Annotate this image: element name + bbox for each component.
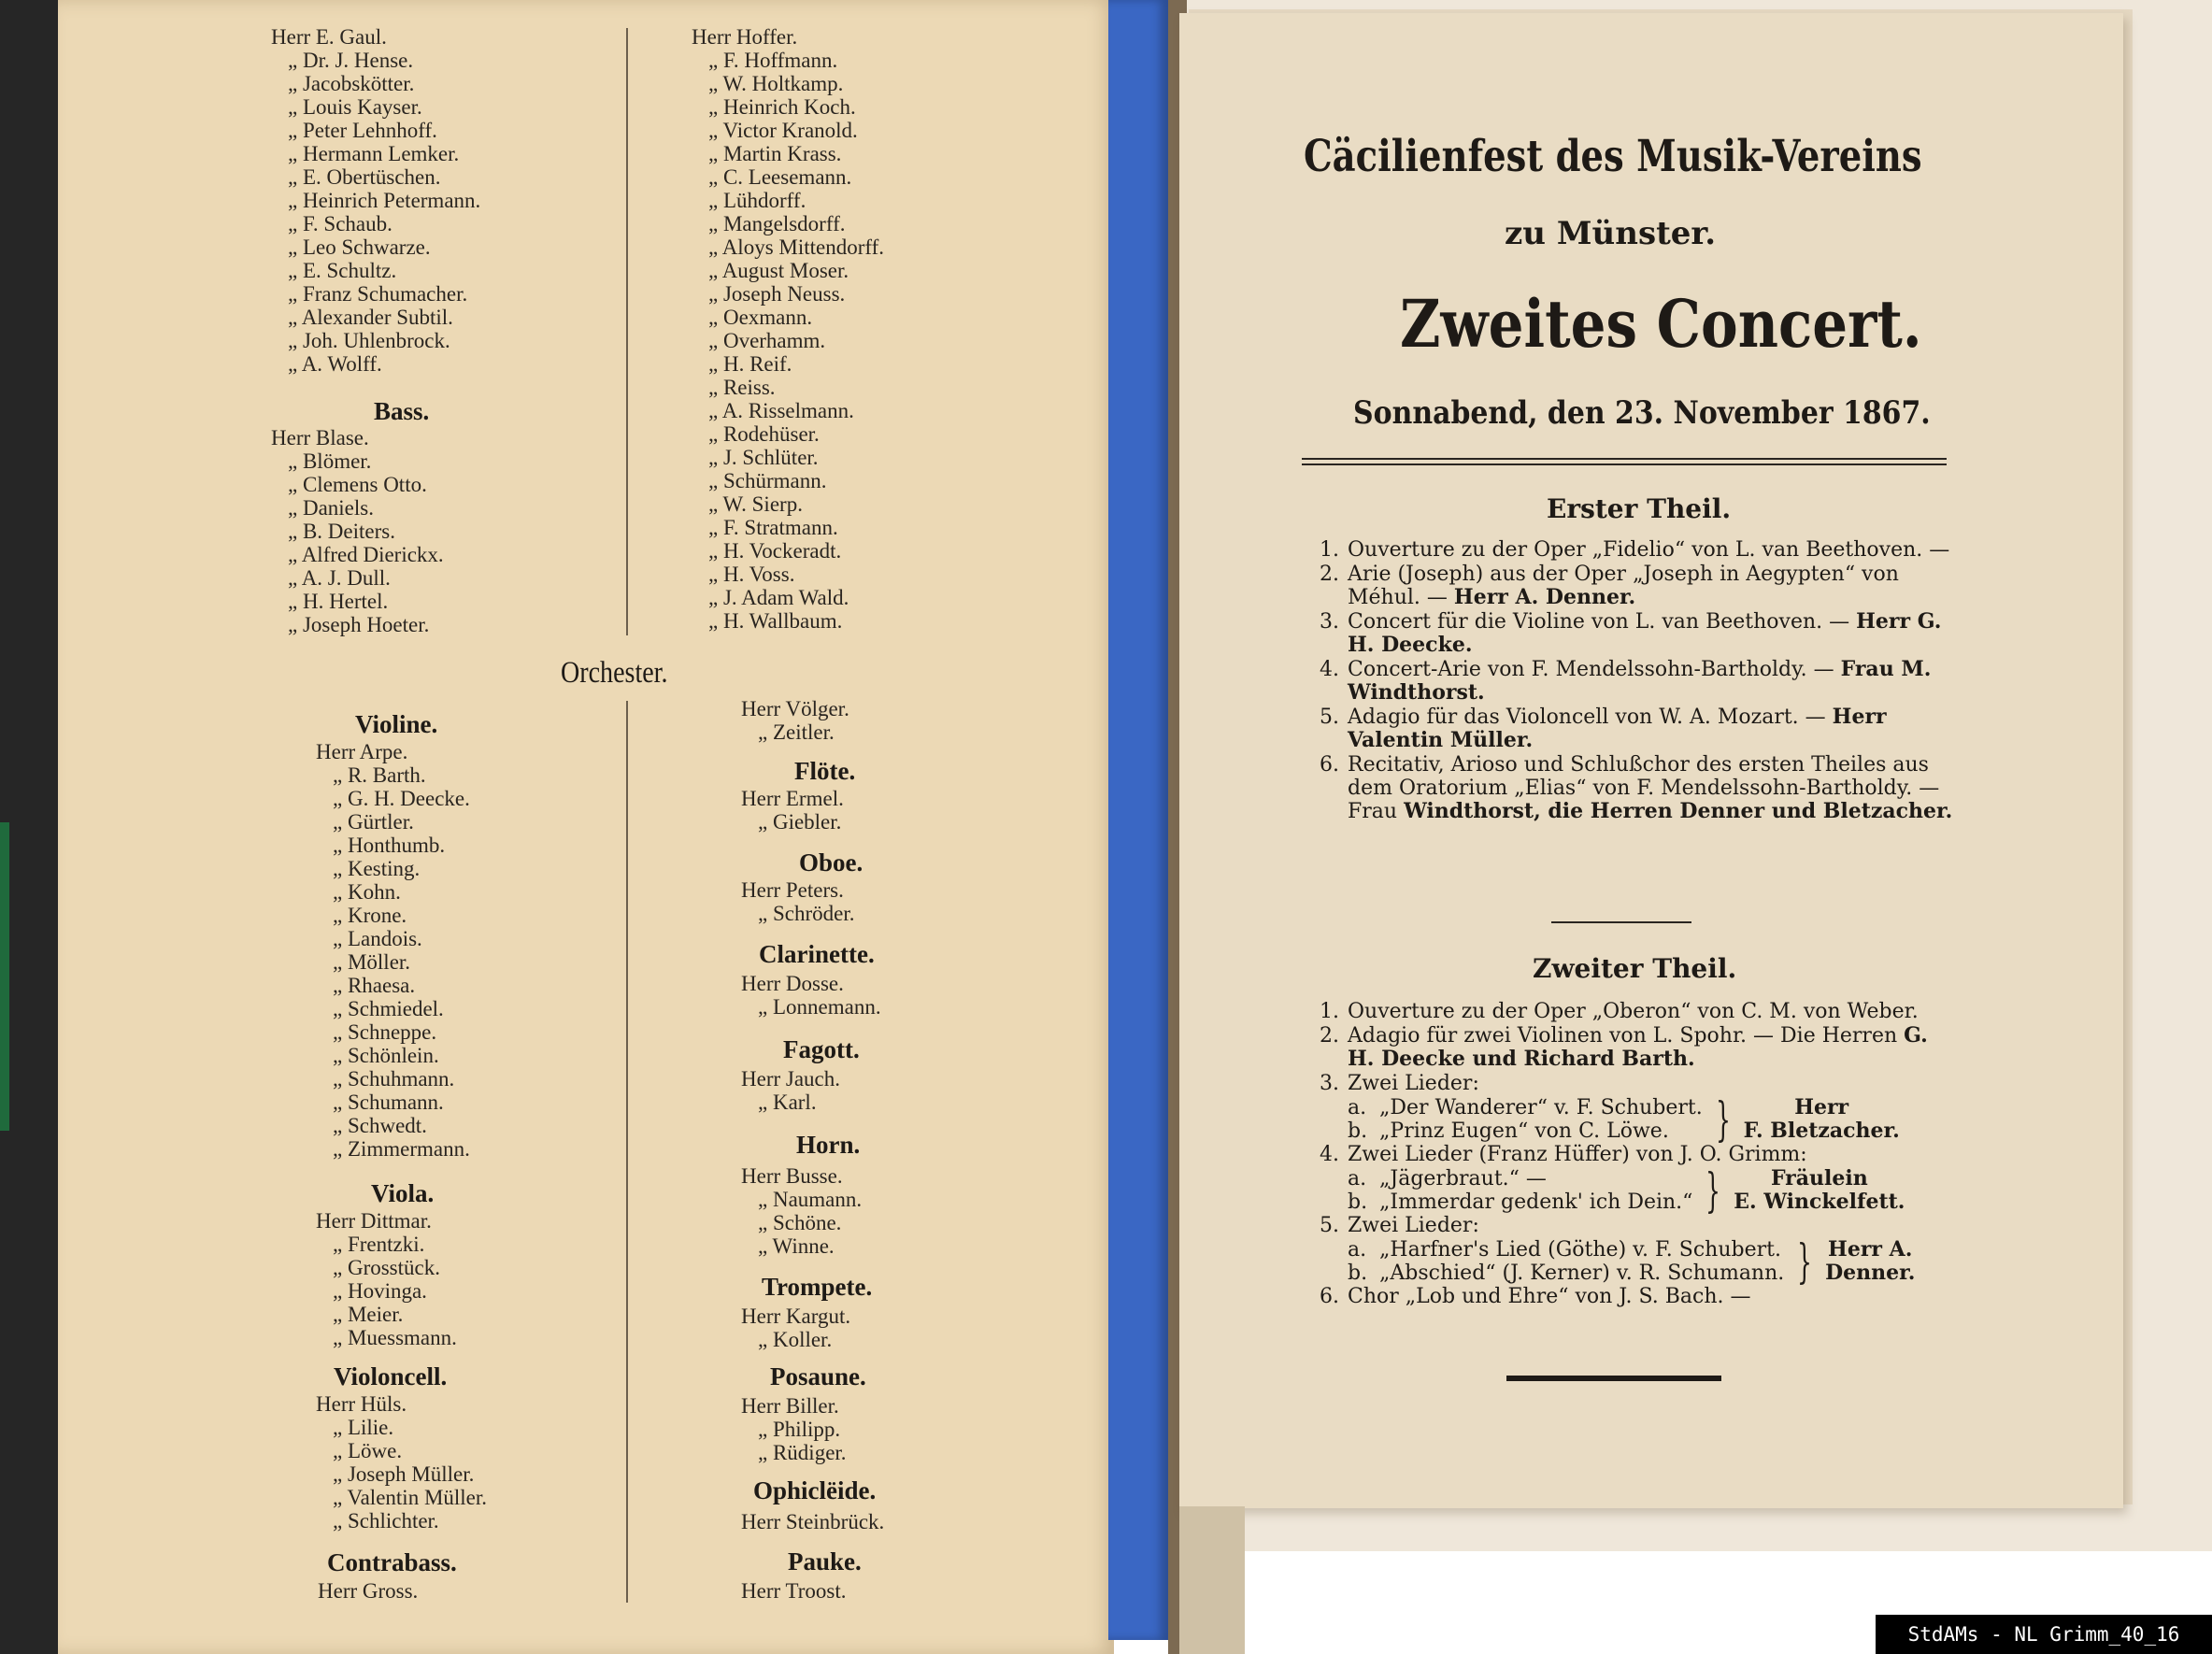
name-entry: Herr Kargut. [741, 1305, 851, 1328]
name-entry: „ Joseph Müller. [333, 1462, 475, 1486]
name-entry: „ Lilie. [333, 1416, 394, 1439]
name-entry: „ Franz Schumacher. [288, 282, 468, 306]
end-rule [1506, 1376, 1721, 1381]
brace: } [1715, 1092, 1731, 1147]
part2-item-3: 3. Zwei Lieder: [1320, 1072, 1479, 1095]
name-entry: „ Möller. [333, 950, 411, 974]
voice-list-col2 [692, 25, 884, 633]
clarinette-list [741, 972, 881, 1019]
orchester-heading: Orchester. [561, 656, 668, 690]
fagott-heading: Fagott. [783, 1035, 860, 1063]
name-entry: „ W. Sierp. [708, 492, 803, 516]
name-entry: „ Hovinga. [333, 1279, 427, 1303]
item3-performer: Herr F. Bletzacher. [1743, 1095, 1900, 1143]
festival-title: Cäcilienfest des Musik-Vereins [1304, 131, 1922, 182]
part1-item-3: 3. Concert für die Violine von L. van Beethoven. — Herr G. H. Deecke. [1320, 609, 1942, 657]
part1-heading: Erster Theil. [1547, 493, 1732, 524]
horn-list [741, 1164, 862, 1258]
name-entry: Herr Dittmar. [316, 1209, 432, 1233]
name-entry: „ Lühdorff. [708, 189, 806, 212]
name-entry: „ Schwedt. [333, 1114, 427, 1137]
trompete-list [741, 1305, 850, 1351]
part1-item-5: 5. Adagio für das Violoncell von W. A. Mozart. — Herr Valentin Müller. [1320, 705, 1887, 752]
name-entry: „ Schönlein. [333, 1044, 439, 1067]
item4-performer: Fräulein E. Winckelfett. [1734, 1166, 1905, 1214]
pauke-heading: Pauke. [788, 1547, 862, 1576]
name-entry: Herr Blase. [271, 426, 369, 449]
name-entry: „ H. Voss. [708, 563, 795, 586]
item5-performer: Herr A. Denner. [1825, 1237, 1916, 1285]
violine-heading: Violine. [355, 710, 438, 738]
tenor-list-col1 [271, 25, 480, 376]
part2-item-4: 4. Zwei Lieder (Franz Hüffer) von J. O. Grimm: [1320, 1143, 1807, 1166]
name-entry: „ Löwe. [333, 1439, 403, 1462]
name-entry: „ F. Hoffmann. [708, 49, 838, 72]
name-entry: „ Louis Kayser. [288, 95, 422, 119]
bass-list [271, 426, 444, 636]
posaune-heading: Posaune. [770, 1362, 866, 1390]
bass-heading: Bass. [374, 397, 430, 425]
part2-item-6: 6. Chor „Lob und Ehre“ von J. S. Bach. — [1320, 1285, 1751, 1308]
part1-programme [1320, 538, 1955, 824]
name-entry: „ E. Obertüschen. [288, 165, 441, 189]
name-entry: „ Martin Krass. [708, 142, 842, 165]
festival-subtitle: zu Münster. [1505, 215, 1717, 252]
name-entry: „ C. Leesemann. [708, 165, 852, 189]
ophicleide-list [741, 1510, 884, 1533]
name-entry: „ Zimmermann. [333, 1137, 470, 1161]
part1-item-2: 2. Arie (Joseph) aus der Oper „Joseph in Aegypten“ von Méhul. — Herr A. Denner. [1320, 563, 1899, 609]
name-entry: Herr Troost. [741, 1579, 847, 1603]
name-entry: „ Schröder. [758, 902, 855, 925]
column-divider-top [626, 28, 628, 635]
name-entry: „ Joh. Uhlenbrock. [288, 329, 450, 352]
name-entry: Herr Jauch. [741, 1067, 841, 1091]
archive-label: StdAMs - NL Grimm_40_16 [1876, 1615, 2212, 1654]
orchestra-col2-list [741, 697, 849, 744]
part2-heading: Zweiter Theil. [1533, 953, 1737, 984]
column-divider-bottom [626, 701, 628, 1603]
concert-date: Sonnabend, den 23. November 1867. [1353, 394, 1931, 432]
name-entry: Herr Biller. [741, 1394, 839, 1418]
part2-item-2: 2. Adagio für zwei Violinen von L. Spohr. — Die Herren G. H. Deecke und Richard Barth. [1320, 1023, 1928, 1071]
viola-list [316, 1209, 457, 1349]
spine-green-edge [0, 822, 9, 1131]
name-entry: „ Hermann Lemker. [288, 142, 460, 165]
name-entry: „ Honthumb. [333, 834, 446, 857]
trompete-heading: Trompete. [762, 1273, 873, 1301]
name-entry: „ E. Schultz. [288, 259, 397, 282]
name-entry: „ Daniels. [288, 496, 374, 520]
name-entry: „ Rhaesa. [333, 974, 416, 997]
part2-item-5: 5. Zwei Lieder: [1320, 1214, 1479, 1237]
oboe-list [741, 878, 854, 925]
name-entry: „ Meier. [333, 1303, 404, 1326]
name-entry: „ Alfred Dierickx. [288, 543, 444, 566]
name-entry: „ A. Wolff. [288, 352, 382, 376]
name-entry: „ Schürmann. [708, 469, 827, 492]
name-entry: „ Rüdiger. [758, 1441, 847, 1464]
torn-page-strip [1179, 1506, 1245, 1654]
name-entry: „ Rodehüser. [708, 422, 820, 446]
part1-item-1: 1. Ouverture zu der Oper „Fidelio“ von L. van Beethoven. — [1320, 538, 1950, 562]
name-entry: Herr Hoffer. [692, 25, 798, 49]
name-entry: Herr E. Gaul. [271, 25, 387, 49]
name-entry: „ Reiss. [708, 376, 776, 399]
name-entry: „ Winne. [758, 1234, 835, 1258]
part1-item-4: 4. Concert-Arie von F. Mendelssohn-Bartholdy. — Frau M. Windthorst. [1320, 657, 1932, 705]
name-entry: „ Schöne. [758, 1211, 842, 1234]
name-entry: „ Muessmann. [333, 1326, 457, 1349]
name-entry: „ F. Schaub. [288, 212, 392, 235]
name-entry: „ H. Hertel. [288, 590, 389, 613]
left-page [58, 0, 1114, 1654]
name-entry: „ Schneppe. [333, 1020, 437, 1044]
violine-list [316, 740, 470, 1161]
part2-item-4-songs: a. „Jägerbraut.“ — b. „Immerdar gedenk' ich Dein.“ } Fräulein E. Winckelfett. [1348, 1163, 1905, 1218]
name-entry: „ Zeitler. [758, 720, 835, 744]
ophicleide-heading: Ophiclëide. [753, 1476, 877, 1504]
name-entry: „ H. Wallbaum. [708, 609, 843, 633]
name-entry: „ Heinrich Petermann. [288, 189, 481, 212]
name-entry: „ J. Adam Wald. [708, 586, 849, 609]
name-entry: „ Heinrich Koch. [708, 95, 856, 119]
brace: } [1797, 1234, 1813, 1289]
name-entry: „ August Moser. [708, 259, 849, 282]
name-entry: Herr Völger. [741, 697, 849, 720]
name-entry: „ Dr. J. Hense. [288, 49, 414, 72]
name-entry: „ A. Risselmann. [708, 399, 854, 422]
name-entry: „ Oexmann. [708, 306, 813, 329]
name-entry: „ Naumann. [758, 1188, 863, 1211]
name-entry: „ Giebler. [758, 810, 842, 834]
name-entry: Herr Hüls. [316, 1392, 407, 1416]
contrabass-heading: Contrabass. [327, 1548, 457, 1576]
name-entry: „ Victor Kranold. [708, 119, 858, 142]
name-entry: „ Valentin Müller. [333, 1486, 488, 1509]
part2-item-3-songs: a. „Der Wanderer“ v. F. Schubert. b. „Prinz Eugen“ von C. Löwe. } Herr F. Bletzacher. [1348, 1092, 1900, 1147]
posaune-list [741, 1394, 847, 1464]
name-entry: „ Blömer. [288, 449, 372, 473]
name-entry: „ Alexander Subtil. [288, 306, 453, 329]
name-entry: „ B. Deiters. [288, 520, 395, 543]
name-entry: „ Joseph Neuss. [708, 282, 846, 306]
name-entry: „ A. J. Dull. [288, 566, 391, 590]
name-entry: „ H. Reif. [708, 352, 792, 376]
horn-heading: Horn. [796, 1131, 861, 1159]
viola-heading: Viola. [371, 1179, 435, 1207]
name-entry: Herr Steinbrück. [741, 1510, 885, 1533]
name-entry: Herr Peters. [741, 878, 844, 902]
violoncell-heading: Violoncell. [334, 1362, 448, 1390]
name-entry: „ Koller. [758, 1328, 833, 1351]
contrabass-list [318, 1579, 418, 1603]
name-entry: „ Karl. [758, 1091, 817, 1114]
name-entry: „ Krone. [333, 904, 407, 927]
name-entry: „ Schmiedel. [333, 997, 444, 1020]
fagott-list [741, 1067, 840, 1114]
name-entry: „ Schlichter. [333, 1509, 439, 1533]
name-entry: „ Aloys Mittendorff. [708, 235, 885, 259]
part2-item-5-songs: a. „Harfner's Lied (Göthe) v. F. Schubert. b. „Abschied“ (J. Kerner) v. R. Schumann. } Herr A. Denner. [1348, 1234, 1916, 1289]
section-rule [1551, 921, 1691, 923]
name-entry: „ Leo Schwarze. [288, 235, 431, 259]
floete-list [741, 787, 844, 834]
name-entry: Herr Busse. [741, 1164, 843, 1188]
name-entry: „ Mangelsdorff. [708, 212, 846, 235]
name-entry: „ F. Stratmann. [708, 516, 838, 539]
name-entry: Herr Gross. [318, 1579, 419, 1603]
double-rule [1302, 458, 1947, 465]
name-entry: „ G. H. Deecke. [333, 787, 470, 810]
name-entry: „ Overhamm. [708, 329, 826, 352]
name-entry: „ Frentzki. [333, 1233, 425, 1256]
violoncell-list [316, 1392, 487, 1533]
part2-item-1: 1. Ouverture zu der Oper „Oberon“ von C. M. von Weber. [1320, 1000, 1919, 1023]
floete-heading: Flöte. [794, 757, 856, 785]
name-entry: „ Joseph Hoeter. [288, 613, 430, 636]
clarinette-heading: Clarinette. [759, 940, 875, 968]
concert-title: Zweites Concert. [1400, 285, 1922, 363]
name-entry: „ Schuhmann. [333, 1067, 455, 1091]
name-entry: Herr Arpe. [316, 740, 408, 763]
part2-programme [1320, 1000, 1955, 1309]
name-entry: Herr Dosse. [741, 972, 844, 995]
name-entry: „ Gürtler. [333, 810, 414, 834]
name-entry: „ Kesting. [333, 857, 421, 880]
name-entry: „ Grosstück. [333, 1256, 440, 1279]
oboe-heading: Oboe. [799, 848, 863, 877]
name-entry: „ Lonnemann. [758, 995, 881, 1019]
name-entry: „ Clemens Otto. [288, 473, 427, 496]
name-entry: „ J. Schlüter. [708, 446, 819, 469]
name-entry: „ W. Holtkamp. [708, 72, 844, 95]
name-entry: „ Jacobskötter. [288, 72, 415, 95]
part1-item-6: 6. Recitativ, Arioso und Schlußchor des ersten Theiles aus dem Oratorium „Elias“ von F. Mendelssohn-Bartholdy. — Frau Windthorst, die Herren Denner und Bletzacher. [1320, 753, 1953, 823]
name-entry: Herr Ermel. [741, 787, 844, 810]
name-entry: „ Landois. [333, 927, 422, 950]
name-entry: „ Kohn. [333, 880, 401, 904]
brace: } [1705, 1163, 1721, 1218]
pauke-list [741, 1579, 846, 1603]
name-entry: „ R. Barth. [333, 763, 426, 787]
name-entry: „ Schumann. [333, 1091, 444, 1114]
name-entry: „ Peter Lehnhoff. [288, 119, 437, 142]
name-entry: „ Philipp. [758, 1418, 841, 1441]
name-entry: „ H. Vockeradt. [708, 539, 842, 563]
blue-binding-strip [1108, 0, 1168, 1640]
